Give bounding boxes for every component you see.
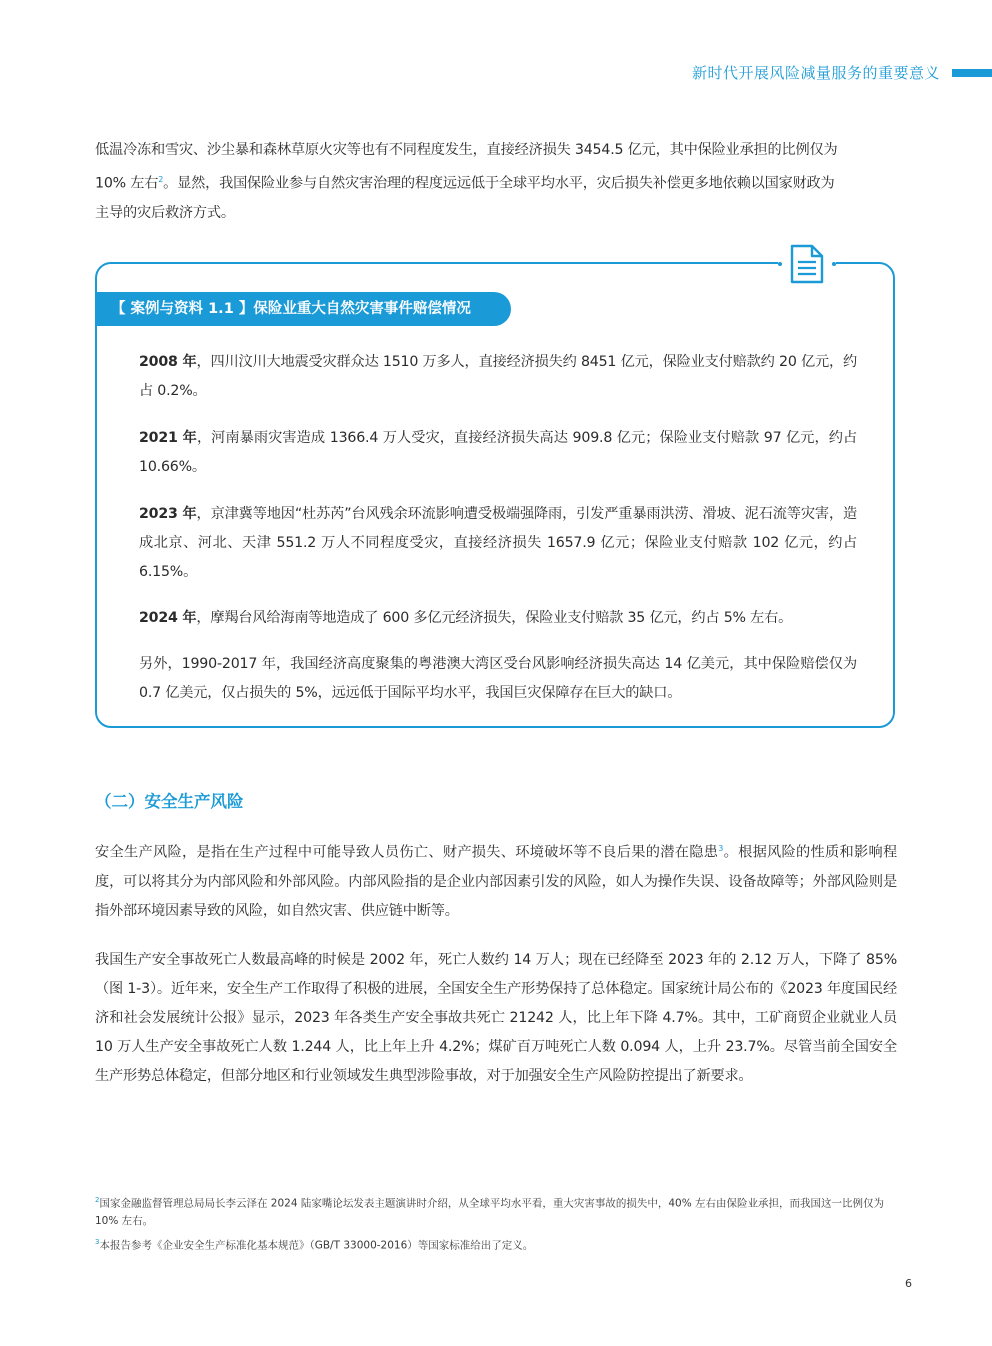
- footnote-mark-2: 2: [95, 1196, 100, 1204]
- case-item-2021: [139, 424, 857, 482]
- case-item-gba: [139, 650, 857, 708]
- page-number: 6: [905, 1277, 912, 1290]
- intro-line-2b: 。显然，我国保险业参与自然灾害治理的程度远远低于全球平均水平，灾后损失补偿更多地依赖以国家财政为: [163, 175, 835, 192]
- footnote-text-2: 国家金融监督管理总局局长李云泽在 2024 陆家嘴论坛发表主题演讲时介绍，从全球平均水平看，重大灾害事故的损失中，40% 左右由保险业承担，而我国这一比例仅为 10% 左右。: [95, 1197, 885, 1227]
- footnote-mark-3: 3: [95, 1238, 100, 1246]
- footnote-ref-2[interactable]: 2: [158, 175, 164, 184]
- intro-line-2a: 10% 左右: [95, 175, 159, 192]
- running-header-title: 新时代开展风险减量服务的重要意义: [691, 64, 940, 82]
- case-year-2008: 2008 年: [139, 354, 197, 370]
- case-icon-holder: [778, 250, 836, 286]
- intro-paragraph: [95, 136, 897, 228]
- section-para1-a: 安全生产风险，是指在生产过程中可能导致人员伤亡、财产损失、环境破坏等不良后果的潜在隐患: [95, 844, 719, 861]
- case-year-2021: 2021 年: [139, 430, 197, 446]
- header-accent-bar: [952, 69, 992, 77]
- section-paragraph-1: [95, 834, 897, 926]
- footnote-2: [95, 1192, 900, 1230]
- footnote-ref-3[interactable]: 3: [718, 844, 724, 853]
- case-item-2024: [139, 604, 857, 633]
- document-icon: [788, 244, 826, 284]
- intro-line-3: 主导的灾后救济方式。: [95, 204, 235, 221]
- footnote-text-3: 本报告参考《企业安全生产标准化基本规范》（GB/T 33000-2016）等国家标准给出了定义。: [99, 1239, 534, 1252]
- case-text-2024: ，摩羯台风给海南等地造成了 600 多亿元经济损失，保险业支付赔款 35 亿元，约占 5% 左右。: [196, 610, 793, 626]
- case-tag-label: 【 案例与资料 1.1 】保险业重大自然灾害事件赔偿情况: [95, 292, 511, 326]
- section-para1-b: 。根据风险的性质和影响程度，可以将其分为内部风险和外部风险。内部风险指的是企业内部因素引发的风险，如人为操作失误、设备故障等；外部风险则是指外部环境因素导致的风险，如自然灾害、供应链中断等。: [95, 844, 897, 919]
- case-text-gba: 另外，1990-2017 年，我国经济高度聚集的粤港澳大湾区受台风影响经济损失高达 14 亿美元，其中保险赔偿仅为 0.7 亿美元，仅占损失的 5%，远远低于国际平均水平，我国巨灾保障存在巨大的缺口。: [139, 656, 857, 701]
- case-year-2023: 2023 年: [139, 506, 197, 522]
- case-box: [95, 262, 895, 728]
- case-text-2021: ，河南暴雨灾害造成 1366.4 万人受灾，直接经济损失高达 909.8 亿元；保险业支付赔款 97 亿元，约占 10.66%。: [139, 430, 857, 475]
- case-item-2023: [139, 500, 857, 587]
- border-dot-right: [832, 262, 836, 266]
- case-text-2023: ，京津冀等地因“杜苏芮”台风残余环流影响遭受极端强降雨，引发严重暴雨洪涝、滑坡、泥石流等灾害，造成北京、河北、天津 551.2 万人不同程度受灾，直接经济损失 1657.9 亿元；保险业支付赔款 102 亿元，约占 6.15%。: [139, 506, 857, 580]
- case-text-2008: ，四川汶川大地震受灾群众达 1510 万多人，直接经济损失约 8451 亿元，保险业支付赔款约 20 亿元，约占 0.2%。: [139, 354, 858, 399]
- section-heading: （二）安全生产风险: [95, 792, 244, 811]
- case-year-2024: 2024 年: [139, 610, 197, 626]
- intro-line-1: 低温冷冻和雪灾、沙尘暴和森林草原火灾等也有不同程度发生，直接经济损失 3454.5 亿元，其中保险业承担的比例仅为: [95, 142, 838, 158]
- border-dot-left: [778, 262, 782, 266]
- case-item-2008: [139, 348, 857, 406]
- footnote-3: [95, 1234, 900, 1255]
- section-paragraph-2: 我国生产安全事故死亡人数最高峰的时候是 2002 年，死亡人数约 14 万人；现在已经降至 2023 年的 2.12 万人，下降了 85%（图 1-3）。近年来，安全生产工作取得了积极的进展，全国安全生产形势保持了总体稳定。国家统计局公布的《2023 年度国民经济和社会发展统计公报》显示，2023 年各类生产安全事故共死亡 21242 人，比上年下降 4.7%。其中，工矿商贸企业就业人员 10 万人生产安全事故死亡人数 1.244 人，比上年上升 4.2%；煤矿百万吨死亡人数 0.094 人，上升 23.7%。尽管当前全国安全生产形势总体稳定，但部分地区和行业领域发生典型涉险事故，对于加强安全生产风险防控提出了新要求。: [95, 952, 897, 1084]
